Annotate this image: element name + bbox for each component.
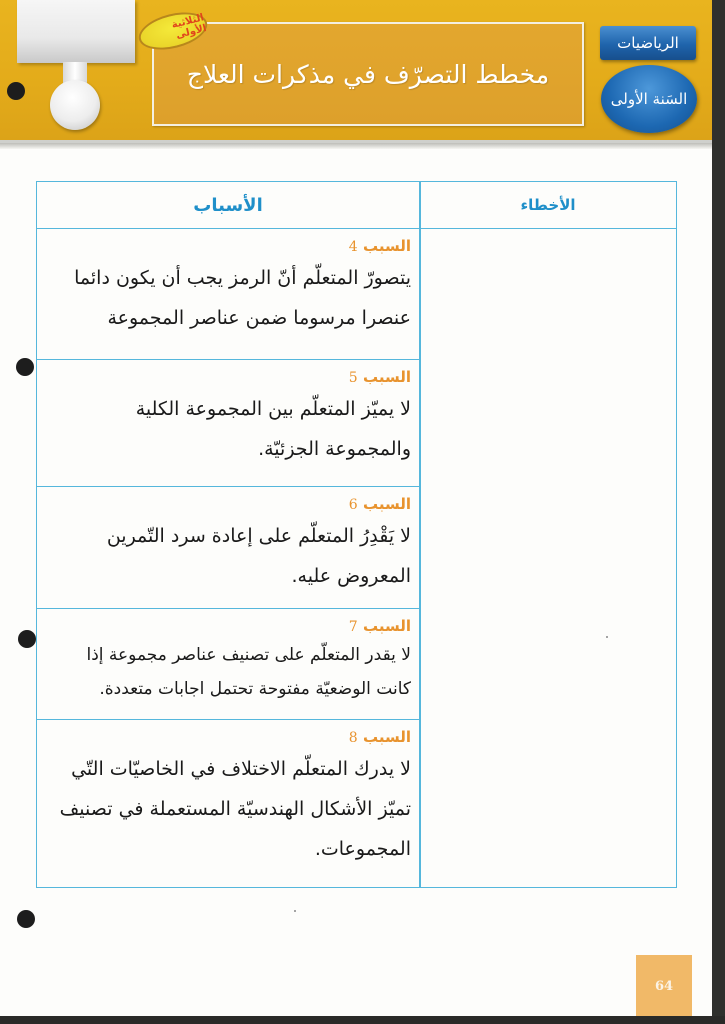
page-number: 64 [654,978,674,994]
reason-text: لا يَقْدِرُ المتعلّم على إعادة سرد التّمرين المعروض عليه. [106,525,411,587]
punch-hole [17,910,35,928]
errors-reasons-table [36,181,677,888]
reason-row [37,487,419,609]
page-title-box [152,22,584,126]
year-label: السَنة الأولى [610,90,688,108]
header-shadow [0,143,712,149]
column-header-errors: الأخطاء [520,196,576,214]
page-number-tab [636,955,692,1017]
reason-text: لا يقدر المتعلّم على تصنيف عناصر مجموعة إذا كانت الوضعيّة مفتوحة تحتمل اجابات متعددة. [86,645,411,699]
scan-speck [606,636,608,638]
term-badge-label: الثلاثية الأولى [170,12,208,42]
binder-tab-cutout [17,0,135,63]
reason-text: لا يدرك المتعلّم الاختلاف في الخاصيّات التّي تميّز الأشكال الهندسيّة المستعملة في تصنيف المجموعات. [59,758,411,860]
reason-text: لا يميّز المتعلّم بين المجموعة الكلية والمجموعة الجزئيّة. [135,398,411,460]
column-header-reasons: الأسباب [193,194,263,216]
reason-label: السبب 6 [348,495,411,513]
reason-label: السبب 5 [348,368,411,386]
page-edge-right [712,0,725,1024]
reason-row [37,609,419,720]
scan-speck [294,910,296,912]
reason-label: السبب 8 [348,728,411,746]
punch-hole [18,630,36,648]
reason-label: السبب 4 [348,237,411,255]
subject-label: الرياضيات [617,34,679,52]
reason-row [37,360,419,487]
page-edge-bottom [0,1016,725,1024]
table-header-row [37,182,676,229]
punch-hole [16,358,34,376]
binder-tab-knob [50,80,100,130]
subject-badge [600,26,696,60]
page-title: مخطط التصرّف في مذكرات العلاج [186,59,550,89]
column-divider [419,182,421,887]
reason-text: يتصورّ المتعلّم أنّ الرمز يجب أن يكون دائما عنصرا مرسوما ضمن عناصر المجموعة [74,267,411,329]
punch-hole [7,82,25,100]
year-badge [601,65,697,133]
reason-row [37,229,419,360]
reason-label: السبب 7 [348,617,411,635]
reason-row [37,720,419,887]
